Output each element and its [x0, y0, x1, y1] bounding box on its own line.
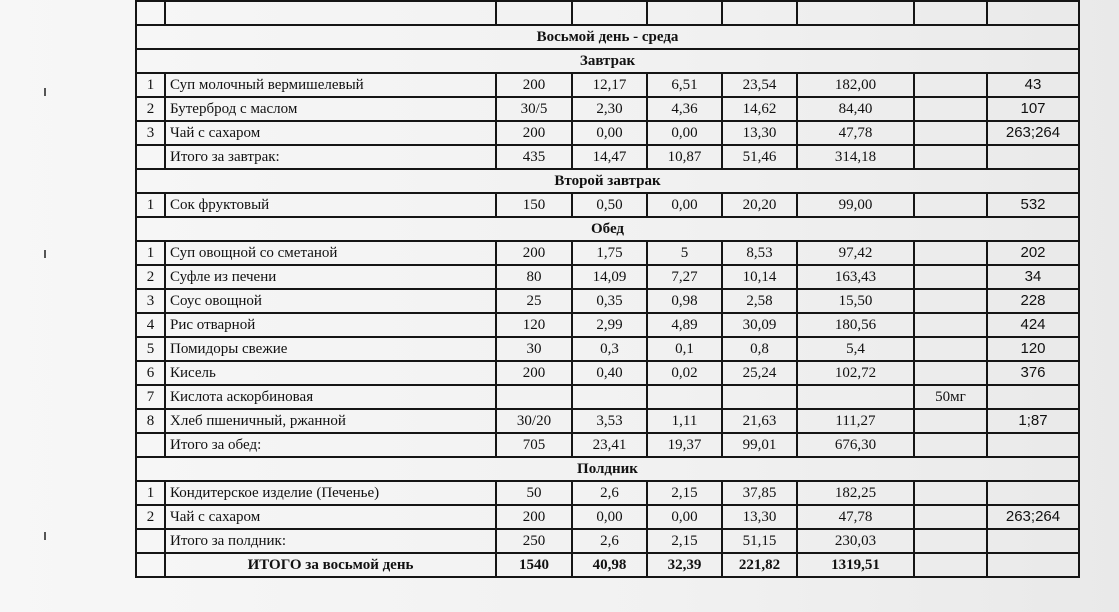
kcal-cell: 47,78: [797, 121, 914, 145]
row-number: [136, 553, 165, 577]
fat-cell: 0,02: [647, 361, 722, 385]
kcal-cell: 180,56: [797, 313, 914, 337]
fat-cell: 0,1: [647, 337, 722, 361]
fat-cell: 6,51: [647, 73, 722, 97]
carbs-cell: 14,62: [722, 97, 797, 121]
kcal-cell: 15,50: [797, 289, 914, 313]
fat-cell: 4,89: [647, 313, 722, 337]
kcal-cell: 1319,51: [797, 553, 914, 577]
recipe-code: 376: [987, 361, 1079, 385]
carbs-cell: 10,14: [722, 265, 797, 289]
meal-total-row: [136, 433, 1079, 457]
meal-section-title: Обед: [136, 217, 1079, 241]
fat-cell: 1,11: [647, 409, 722, 433]
margin-mark: [44, 532, 46, 540]
dish-name: Кондитерское изделие (Печенье): [165, 481, 496, 505]
kcal-cell: 102,72: [797, 361, 914, 385]
extra-cell: [914, 121, 987, 145]
dish-name: Соус овощной: [165, 289, 496, 313]
dish-name: Чай с сахаром: [165, 505, 496, 529]
extra-cell: [914, 433, 987, 457]
carbs-cell: 2,58: [722, 289, 797, 313]
recipe-code: [987, 385, 1079, 409]
carbs-cell: 0,8: [722, 337, 797, 361]
row-number: 6: [136, 361, 165, 385]
extra-cell: [914, 193, 987, 217]
weight-cell: 250: [496, 529, 572, 553]
table-row: [136, 289, 1079, 313]
dish-name: Суп молочный вермишелевый: [165, 73, 496, 97]
fat-cell: 0,98: [647, 289, 722, 313]
row-number: 3: [136, 289, 165, 313]
protein-cell: 0,00: [572, 505, 647, 529]
weight-cell: 1540: [496, 553, 572, 577]
meal-section-header: [136, 457, 1079, 481]
extra-cell: [914, 529, 987, 553]
table-row: [136, 361, 1079, 385]
weight-cell: 435: [496, 145, 572, 169]
meal-section-title: Полдник: [136, 457, 1079, 481]
weight-cell: [496, 385, 572, 409]
row-number: 2: [136, 97, 165, 121]
table-row: [136, 121, 1079, 145]
row-number: 4: [136, 313, 165, 337]
meal-section-title: Завтрак: [136, 49, 1079, 73]
protein-cell: 2,30: [572, 97, 647, 121]
extra-cell: [914, 481, 987, 505]
fat-cell: 0,00: [647, 193, 722, 217]
carbs-cell: 99,01: [722, 433, 797, 457]
protein-cell: [572, 385, 647, 409]
row-number: 1: [136, 73, 165, 97]
protein-cell: 1,75: [572, 241, 647, 265]
kcal-cell: 84,40: [797, 97, 914, 121]
row-number: 1: [136, 193, 165, 217]
carbs-cell: 25,24: [722, 361, 797, 385]
extra-cell: [914, 97, 987, 121]
weight-cell: 150: [496, 193, 572, 217]
meal-section-title: Второй завтрак: [136, 169, 1079, 193]
extra-cell: [914, 241, 987, 265]
row-number: 2: [136, 505, 165, 529]
dish-name: Суп овощной со сметаной: [165, 241, 496, 265]
table-row: [136, 73, 1079, 97]
recipe-code: 34: [987, 265, 1079, 289]
weight-cell: 200: [496, 361, 572, 385]
dish-name: Чай с сахаром: [165, 121, 496, 145]
weight-cell: 200: [496, 121, 572, 145]
recipe-code: [987, 145, 1079, 169]
dish-name: Суфле из печени: [165, 265, 496, 289]
recipe-code: 263;264: [987, 121, 1079, 145]
extra-cell: [914, 73, 987, 97]
day-title-row: [136, 25, 1079, 49]
total-label: Итого за полдник:: [165, 529, 496, 553]
fat-cell: 4,36: [647, 97, 722, 121]
protein-cell: 0,50: [572, 193, 647, 217]
total-label: Итого за обед:: [165, 433, 496, 457]
protein-cell: 14,09: [572, 265, 647, 289]
protein-cell: 0,40: [572, 361, 647, 385]
extra-cell: [914, 265, 987, 289]
carbs-cell: 30,09: [722, 313, 797, 337]
meal-total-row: [136, 145, 1079, 169]
recipe-code: 107: [987, 97, 1079, 121]
table-row: [136, 193, 1079, 217]
recipe-code: 263;264: [987, 505, 1079, 529]
recipe-code: 424: [987, 313, 1079, 337]
protein-cell: 0,00: [572, 121, 647, 145]
row-number: 2: [136, 265, 165, 289]
fat-cell: 7,27: [647, 265, 722, 289]
kcal-cell: 97,42: [797, 241, 914, 265]
kcal-cell: 230,03: [797, 529, 914, 553]
protein-cell: 2,99: [572, 313, 647, 337]
weight-cell: 80: [496, 265, 572, 289]
recipe-code: [987, 529, 1079, 553]
grand-total-label: ИТОГО за восьмой день: [165, 553, 496, 577]
kcal-cell: 99,00: [797, 193, 914, 217]
kcal-cell: 47,78: [797, 505, 914, 529]
table-row: [136, 505, 1079, 529]
table-row: [136, 337, 1079, 361]
carbs-cell: 51,46: [722, 145, 797, 169]
protein-cell: 2,6: [572, 481, 647, 505]
extra-cell: [914, 145, 987, 169]
kcal-cell: [797, 385, 914, 409]
kcal-cell: 163,43: [797, 265, 914, 289]
row-number: 7: [136, 385, 165, 409]
recipe-code: 1;87: [987, 409, 1079, 433]
recipe-code: [987, 433, 1079, 457]
carbs-cell: 13,30: [722, 121, 797, 145]
protein-cell: 0,3: [572, 337, 647, 361]
protein-cell: 40,98: [572, 553, 647, 577]
fat-cell: 32,39: [647, 553, 722, 577]
kcal-cell: 111,27: [797, 409, 914, 433]
protein-cell: 23,41: [572, 433, 647, 457]
margin-mark: [44, 250, 46, 258]
row-number: 5: [136, 337, 165, 361]
fat-cell: 2,15: [647, 481, 722, 505]
row-number: 1: [136, 241, 165, 265]
table-row: [136, 265, 1079, 289]
carbs-cell: [722, 385, 797, 409]
carbs-cell: 221,82: [722, 553, 797, 577]
recipe-code: [987, 481, 1079, 505]
recipe-code: 532: [987, 193, 1079, 217]
extra-cell: [914, 553, 987, 577]
carbs-cell: 20,20: [722, 193, 797, 217]
carbs-cell: 21,63: [722, 409, 797, 433]
carbs-cell: 51,15: [722, 529, 797, 553]
dish-name: Кисель: [165, 361, 496, 385]
row-number: [136, 145, 165, 169]
row-number: 8: [136, 409, 165, 433]
kcal-cell: 182,25: [797, 481, 914, 505]
weight-cell: 25: [496, 289, 572, 313]
margin-mark: [44, 88, 46, 96]
grand-total-row: [136, 553, 1079, 577]
dish-name: Хлеб пшеничный, ржанной: [165, 409, 496, 433]
weight-cell: 120: [496, 313, 572, 337]
weight-cell: 30/20: [496, 409, 572, 433]
row-number: 3: [136, 121, 165, 145]
dish-name: Кислота аскорбиновая: [165, 385, 496, 409]
table-row: [136, 481, 1079, 505]
meal-section-header: [136, 217, 1079, 241]
fat-cell: 19,37: [647, 433, 722, 457]
carbs-cell: 13,30: [722, 505, 797, 529]
fat-cell: 0,00: [647, 121, 722, 145]
fat-cell: [647, 385, 722, 409]
protein-cell: 2,6: [572, 529, 647, 553]
extra-cell: 50мг: [914, 385, 987, 409]
row-number: [136, 529, 165, 553]
weight-cell: 30: [496, 337, 572, 361]
carbs-cell: 37,85: [722, 481, 797, 505]
extra-cell: [914, 289, 987, 313]
carbs-cell: 8,53: [722, 241, 797, 265]
meal-total-row: [136, 529, 1079, 553]
recipe-code: [987, 553, 1079, 577]
recipe-code: 120: [987, 337, 1079, 361]
kcal-cell: 182,00: [797, 73, 914, 97]
protein-cell: 3,53: [572, 409, 647, 433]
row-number: [136, 433, 165, 457]
extra-cell: [914, 505, 987, 529]
kcal-cell: 5,4: [797, 337, 914, 361]
dish-name: Бутерброд с маслом: [165, 97, 496, 121]
recipe-code: 43: [987, 73, 1079, 97]
extra-cell: [914, 313, 987, 337]
row-number: 1: [136, 481, 165, 505]
table-row: [136, 241, 1079, 265]
fat-cell: 10,87: [647, 145, 722, 169]
weight-cell: 200: [496, 505, 572, 529]
kcal-cell: 314,18: [797, 145, 914, 169]
extra-cell: [914, 361, 987, 385]
table-row: [136, 385, 1079, 409]
menu-table-body: [136, 1, 1079, 577]
extra-cell: [914, 337, 987, 361]
dish-name: Рис отварной: [165, 313, 496, 337]
table-top-strip: [136, 1, 1079, 25]
dish-name: Помидоры свежие: [165, 337, 496, 361]
dish-name: Сок фруктовый: [165, 193, 496, 217]
protein-cell: 14,47: [572, 145, 647, 169]
meal-section-header: [136, 169, 1079, 193]
carbs-cell: 23,54: [722, 73, 797, 97]
meal-section-header: [136, 49, 1079, 73]
weight-cell: 30/5: [496, 97, 572, 121]
protein-cell: 0,35: [572, 289, 647, 313]
weight-cell: 200: [496, 241, 572, 265]
recipe-code: 228: [987, 289, 1079, 313]
table-row: [136, 409, 1079, 433]
extra-cell: [914, 409, 987, 433]
fat-cell: 0,00: [647, 505, 722, 529]
weight-cell: 705: [496, 433, 572, 457]
kcal-cell: 676,30: [797, 433, 914, 457]
table-row: [136, 97, 1079, 121]
protein-cell: 12,17: [572, 73, 647, 97]
weight-cell: 50: [496, 481, 572, 505]
weight-cell: 200: [496, 73, 572, 97]
day-title: Восьмой день - среда: [136, 25, 1079, 49]
table-row: [136, 313, 1079, 337]
total-label: Итого за завтрак:: [165, 145, 496, 169]
fat-cell: 5: [647, 241, 722, 265]
recipe-code: 202: [987, 241, 1079, 265]
menu-table: [135, 0, 1080, 578]
fat-cell: 2,15: [647, 529, 722, 553]
